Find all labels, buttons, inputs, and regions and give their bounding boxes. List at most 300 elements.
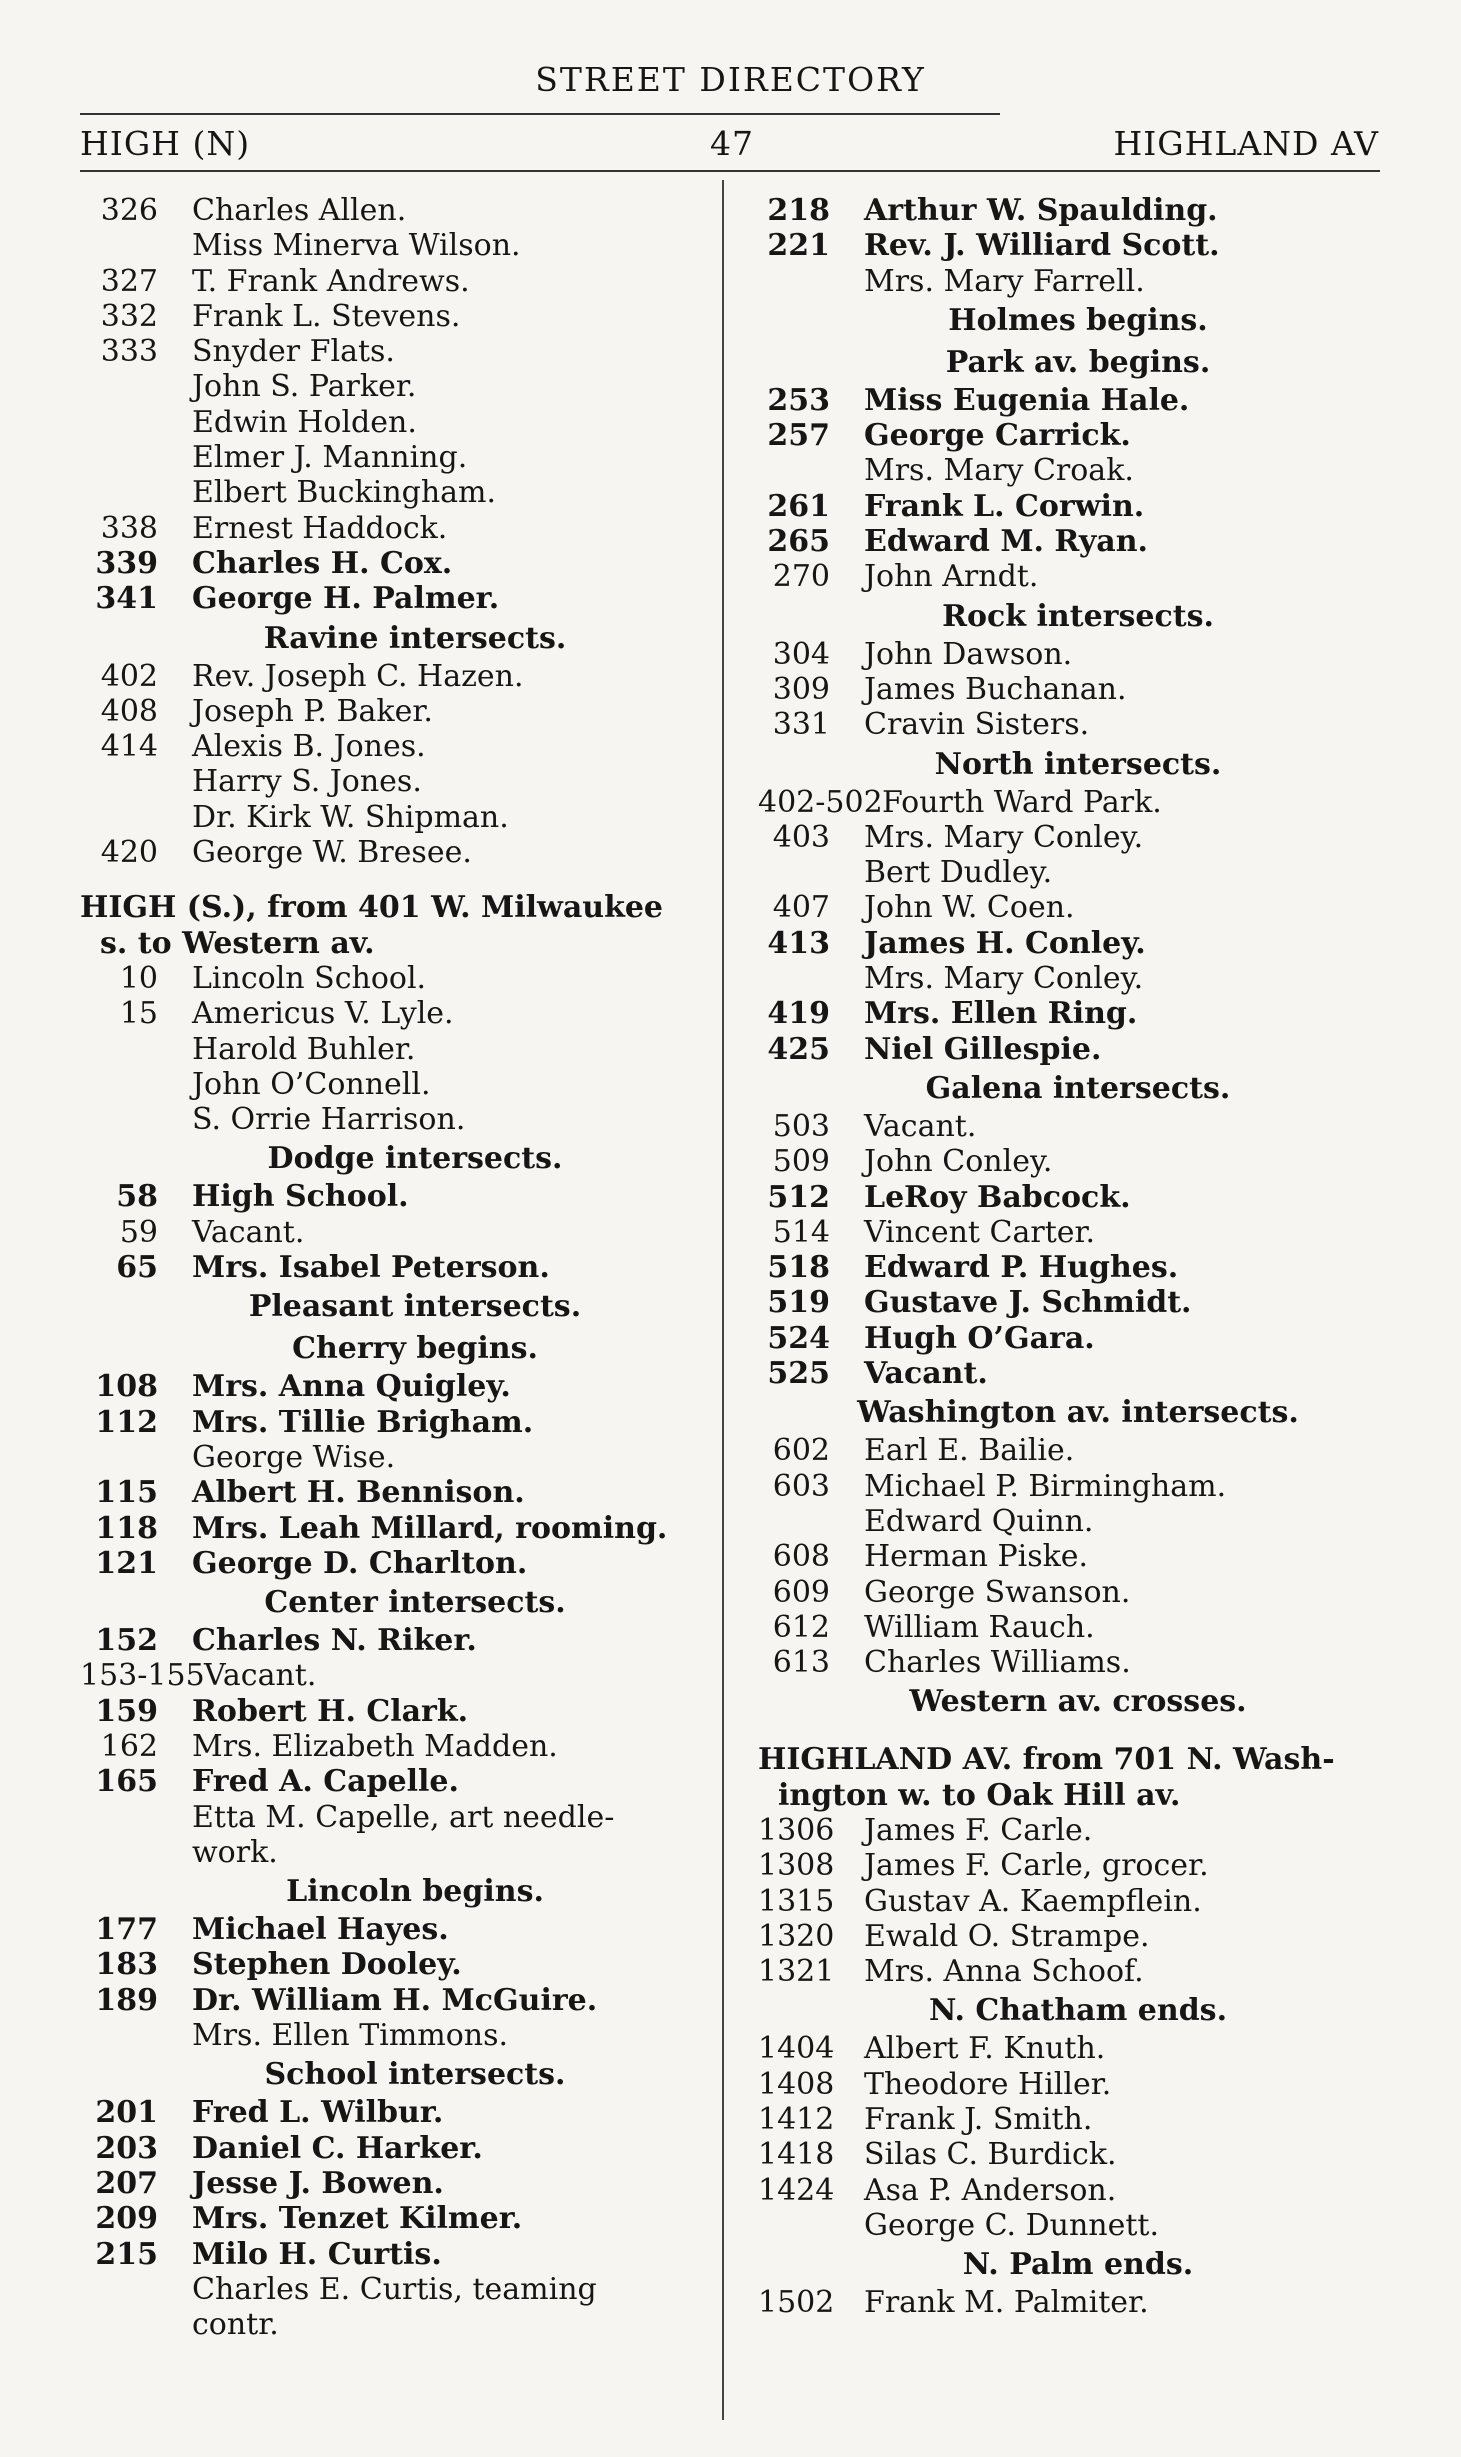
house-number: 420 xyxy=(100,835,158,871)
resident-name: Mrs. Elizabeth Madden. xyxy=(192,1728,558,1764)
resident-name: Stephen Dooley. xyxy=(192,1947,462,1983)
street-heading-text: HIGHLAND AV. from 701 N. Wash- xyxy=(758,1742,1335,1778)
resident-name: Miss Minerva Wilson. xyxy=(192,228,521,264)
resident-name: William Rauch. xyxy=(864,1609,1095,1645)
cross-street-note xyxy=(758,299,1398,341)
directory-entry xyxy=(758,1645,1398,1680)
house-number: 331 xyxy=(772,707,830,743)
cross-street-note xyxy=(758,1067,1398,1109)
directory-entry xyxy=(758,1356,1398,1391)
house-number: 65 xyxy=(116,1250,158,1286)
directory-entry xyxy=(758,559,1398,594)
directory-entry xyxy=(758,785,1398,820)
directory-entry xyxy=(758,2285,1398,2320)
directory-entry xyxy=(758,890,1398,925)
directory-entry xyxy=(80,1658,710,1693)
directory-entry xyxy=(80,299,710,334)
directory-entry xyxy=(80,1764,710,1799)
house-number: 402 xyxy=(100,658,158,694)
page-number: 47 xyxy=(710,124,754,163)
resident-name: Mrs. Tenzet Kilmer. xyxy=(192,2201,523,2237)
resident-name: LeRoy Babcock. xyxy=(864,1179,1131,1215)
resident-name: John W. Coen. xyxy=(864,890,1075,926)
directory-entry xyxy=(80,1102,710,1137)
house-number: 165 xyxy=(95,1764,158,1800)
directory-entry xyxy=(758,2102,1398,2137)
house-number: 153-155 xyxy=(80,1658,205,1694)
directory-entry xyxy=(758,2137,1398,2172)
resident-name: Joseph P. Baker. xyxy=(192,693,433,729)
resident-name: John Dawson. xyxy=(864,636,1073,672)
resident-name: Elmer J. Manning. xyxy=(192,440,468,476)
house-number: 332 xyxy=(100,298,158,334)
house-number: 1418 xyxy=(758,2137,835,2173)
resident-name: John Arndt. xyxy=(864,559,1039,595)
house-number: 59 xyxy=(119,1214,158,1250)
directory-entry xyxy=(80,1250,710,1285)
house-number: 402-502 xyxy=(758,784,883,820)
resident-name: Charles E. Curtis, teaming xyxy=(192,2271,597,2307)
directory-entry xyxy=(758,2208,1398,2243)
cross-street-label: Park av. begins. xyxy=(945,344,1211,380)
house-number: 612 xyxy=(772,1609,830,1645)
cross-street-note xyxy=(758,1989,1398,2031)
resident-name: T. Frank Andrews. xyxy=(192,263,470,299)
directory-entry xyxy=(80,1800,710,1835)
street-heading-text: ington w. to Oak Hill av. xyxy=(778,1777,1181,1813)
directory-entry xyxy=(80,1067,710,1102)
directory-entry xyxy=(80,1623,710,1658)
house-number: 215 xyxy=(95,2236,158,2272)
directory-entry xyxy=(758,855,1398,890)
directory-entry xyxy=(758,1848,1398,1883)
resident-name: Frank L. Stevens. xyxy=(192,298,461,334)
street-heading xyxy=(758,1742,1398,1777)
directory-entry xyxy=(80,2131,710,2166)
resident-name: Albert H. Bennison. xyxy=(192,1475,525,1511)
directory-entry xyxy=(80,2095,710,2130)
top-rule xyxy=(80,113,1000,115)
house-number: 118 xyxy=(95,1510,158,1546)
house-number: 159 xyxy=(95,1693,158,1729)
cross-street-note xyxy=(80,1137,710,1179)
resident-name: Mrs. Anna Schoof. xyxy=(864,1954,1144,1990)
resident-name: Mrs. Leah Millard, rooming. xyxy=(192,1510,668,1546)
resident-name: Mrs. Mary Conley. xyxy=(864,819,1144,855)
house-number: 327 xyxy=(100,263,158,299)
directory-entry xyxy=(758,264,1398,299)
directory-entry xyxy=(758,637,1398,672)
resident-name: contr. xyxy=(192,2307,279,2343)
directory-entry xyxy=(80,511,710,546)
house-number: 108 xyxy=(95,1369,158,1405)
cross-street-label: Holmes begins. xyxy=(948,302,1208,338)
resident-name: Edward P. Hughes. xyxy=(864,1250,1179,1286)
house-number: 183 xyxy=(95,1947,158,1983)
cross-street-note xyxy=(80,1581,710,1623)
house-number: 1502 xyxy=(758,2285,835,2321)
resident-name: Vacant. xyxy=(864,1356,988,1392)
resident-name: Daniel C. Harker. xyxy=(192,2130,483,2166)
directory-entry xyxy=(80,2166,710,2201)
cross-street-label: Washington av. intersects. xyxy=(857,1395,1299,1431)
resident-name: Arthur W. Spaulding. xyxy=(864,193,1218,228)
cross-street-note xyxy=(758,2243,1398,2285)
house-number: 265 xyxy=(767,524,830,560)
resident-name: Alexis B. Jones. xyxy=(192,729,426,765)
resident-name: Edwin Holden. xyxy=(192,404,417,440)
resident-name: Charles H. Cox. xyxy=(192,545,453,581)
cross-street-note xyxy=(80,617,710,659)
directory-entry xyxy=(80,228,710,263)
resident-name: Mrs. Tillie Brigham. xyxy=(192,1404,534,1440)
house-number: 1306 xyxy=(758,1812,835,1848)
directory-entry xyxy=(758,1032,1398,1067)
cross-street-label: Ravine intersects. xyxy=(263,620,567,656)
directory-entry xyxy=(758,707,1398,742)
resident-name: Frank J. Smith. xyxy=(864,2102,1093,2138)
house-number: 613 xyxy=(772,1645,830,1681)
resident-name: Robert H. Clark. xyxy=(192,1693,469,1729)
directory-entry xyxy=(758,1469,1398,1504)
resident-name: John S. Parker. xyxy=(192,369,417,405)
house-number: 519 xyxy=(767,1285,830,1321)
resident-name: George Wise. xyxy=(192,1439,396,1475)
directory-entry xyxy=(80,546,710,581)
resident-name: Edward Quinn. xyxy=(864,1503,1094,1539)
house-number: 425 xyxy=(767,1031,830,1067)
resident-name: James F. Carle. xyxy=(864,1812,1093,1848)
directory-entry xyxy=(80,581,710,616)
cross-street-note xyxy=(80,1285,710,1327)
resident-name: Frank M. Palmiter. xyxy=(864,2285,1149,2321)
house-number: 503 xyxy=(772,1108,830,1144)
resident-name: Jesse J. Bowen. xyxy=(192,2165,444,2201)
house-number: 602 xyxy=(772,1433,830,1469)
house-number: 1412 xyxy=(758,2102,835,2138)
directory-entry xyxy=(758,820,1398,855)
house-number: 177 xyxy=(95,1912,158,1948)
directory-entry xyxy=(758,1610,1398,1645)
cross-street-note xyxy=(80,1870,710,1912)
house-number: 201 xyxy=(95,2095,158,2131)
directory-entry xyxy=(80,835,710,870)
resident-name: Asa P. Anderson. xyxy=(864,2172,1117,2208)
house-number: 514 xyxy=(772,1214,830,1250)
directory-entry xyxy=(758,453,1398,488)
house-number: 1424 xyxy=(758,2172,835,2208)
directory-entry xyxy=(80,1511,710,1546)
resident-name: Harry S. Jones. xyxy=(192,764,422,800)
cross-street-label: Cherry begins. xyxy=(292,1331,538,1367)
house-number: 408 xyxy=(100,693,158,729)
resident-name: Americus V. Lyle. xyxy=(192,996,454,1032)
house-number: 413 xyxy=(767,925,830,961)
left-column xyxy=(80,193,710,2342)
directory-entry xyxy=(758,1504,1398,1539)
directory-entry xyxy=(758,524,1398,559)
resident-name: Dr. William H. McGuire. xyxy=(192,1982,598,2018)
house-number: 257 xyxy=(767,418,830,454)
directory-entry xyxy=(80,2018,710,2053)
directory-entry xyxy=(758,996,1398,1031)
cross-street-note xyxy=(758,1391,1398,1433)
cross-street-note xyxy=(758,595,1398,637)
directory-entry xyxy=(80,475,710,510)
directory-entry xyxy=(758,1954,1398,1989)
resident-name: Mrs. Mary Croak. xyxy=(864,453,1134,489)
cross-street-label: Lincoln begins. xyxy=(286,1874,544,1910)
directory-entry xyxy=(80,961,710,996)
house-number: 221 xyxy=(767,228,830,264)
right-column xyxy=(758,193,1398,2321)
resident-name: George W. Bresee. xyxy=(192,835,472,871)
directory-entry xyxy=(80,2237,710,2272)
spacer xyxy=(758,1722,1398,1742)
house-number: 115 xyxy=(95,1475,158,1511)
house-number: 341 xyxy=(95,581,158,617)
house-number: 403 xyxy=(772,819,830,855)
resident-name: Michael Hayes. xyxy=(192,1912,449,1948)
resident-name: James H. Conley. xyxy=(864,925,1146,961)
resident-name: Theodore Hiller. xyxy=(864,2066,1112,2102)
cross-street-note xyxy=(758,743,1398,785)
cross-street-label: Galena intersects. xyxy=(925,1070,1231,1106)
resident-name: Gustave J. Schmidt. xyxy=(864,1285,1192,1321)
street-heading xyxy=(758,1778,1398,1813)
house-number: 1308 xyxy=(758,1848,835,1884)
directory-entry xyxy=(80,764,710,799)
resident-name: Bert Dudley. xyxy=(864,855,1053,891)
resident-name: Dr. Kirk W. Shipman. xyxy=(192,799,509,835)
resident-name: Niel Gillespie. xyxy=(864,1031,1102,1067)
directory-entry xyxy=(758,672,1398,707)
resident-name: Fred A. Capelle. xyxy=(192,1764,459,1800)
house-number: 338 xyxy=(100,510,158,546)
directory-entry xyxy=(758,1919,1398,1954)
resident-name: Milo H. Curtis. xyxy=(192,2236,442,2272)
directory-entry xyxy=(80,996,710,1031)
house-number: 1404 xyxy=(758,2031,835,2067)
directory-entry xyxy=(80,440,710,475)
directory-entry xyxy=(80,1729,710,1764)
directory-entry xyxy=(80,369,710,404)
house-number: 253 xyxy=(767,382,830,418)
resident-name: Charles Williams. xyxy=(864,1645,1131,1681)
cross-street-note xyxy=(80,2053,710,2095)
resident-name: Vacant. xyxy=(864,1108,977,1144)
cross-street-label: Western av. crosses. xyxy=(909,1684,1247,1720)
house-number: 524 xyxy=(767,1320,830,1356)
resident-name: George C. Dunnett. xyxy=(864,2207,1159,2243)
directory-entry xyxy=(758,228,1398,263)
street-heading xyxy=(80,926,710,961)
street-heading xyxy=(80,890,710,925)
house-number: 189 xyxy=(95,1982,158,2018)
resident-name: Hugh O’Gara. xyxy=(864,1320,1095,1356)
house-number: 525 xyxy=(767,1356,830,1392)
resident-name: George Swanson. xyxy=(864,1574,1131,1610)
directory-entry xyxy=(80,800,710,835)
resident-name: S. Orrie Harrison. xyxy=(192,1102,466,1138)
resident-name: Charles Allen. xyxy=(192,193,407,228)
column-divider xyxy=(722,180,724,2420)
house-number: 58 xyxy=(116,1179,158,1215)
house-number: 407 xyxy=(772,890,830,926)
house-number: 1408 xyxy=(758,2066,835,2102)
resident-name: Mrs. Ellen Timmons. xyxy=(192,2018,509,2054)
directory-entry xyxy=(80,264,710,299)
house-number: 333 xyxy=(100,334,158,370)
house-number: 414 xyxy=(100,729,158,765)
house-number: 509 xyxy=(772,1144,830,1180)
resident-name: Vacant. xyxy=(192,1214,305,1250)
directory-entry xyxy=(758,1180,1398,1215)
directory-entry xyxy=(758,193,1398,228)
house-number: 518 xyxy=(767,1250,830,1286)
directory-entry xyxy=(80,2272,710,2307)
directory-entry xyxy=(758,1813,1398,1848)
house-number: 609 xyxy=(772,1574,830,1610)
resident-name: Mrs. Mary Farrell. xyxy=(864,263,1145,299)
resident-name: John O’Connell. xyxy=(192,1066,431,1102)
directory-entry xyxy=(80,334,710,369)
house-number: 112 xyxy=(95,1404,158,1440)
directory-entry xyxy=(80,1912,710,1947)
cross-street-note xyxy=(758,1680,1398,1722)
resident-name: Edward M. Ryan. xyxy=(864,524,1148,560)
house-number: 270 xyxy=(772,559,830,595)
directory-entry xyxy=(80,1694,710,1729)
resident-name: Rev. J. Williard Scott. xyxy=(864,228,1220,264)
directory-entry xyxy=(80,1835,710,1870)
cross-street-label: N. Palm ends. xyxy=(962,2247,1194,2283)
resident-name: George Carrick. xyxy=(864,418,1131,454)
house-number: 309 xyxy=(772,671,830,707)
house-number: 121 xyxy=(95,1545,158,1581)
house-number: 207 xyxy=(95,2165,158,2201)
cross-street-label: Rock intersects. xyxy=(942,598,1214,634)
directory-entry xyxy=(758,1285,1398,1320)
directory-entry xyxy=(758,2067,1398,2102)
cross-street-label: North intersects. xyxy=(934,746,1222,782)
resident-name: Mrs. Mary Conley. xyxy=(864,961,1144,997)
cross-street-label: Pleasant intersects. xyxy=(248,1289,582,1325)
cross-street-label: Center intersects. xyxy=(264,1585,566,1621)
cross-street-label: School intersects. xyxy=(264,2057,566,2093)
resident-name: John Conley. xyxy=(864,1144,1053,1180)
header-rule xyxy=(80,170,1380,172)
header-left-street: HIGH (N) xyxy=(80,124,251,163)
house-number: 10 xyxy=(119,960,158,996)
resident-name: Cravin Sisters. xyxy=(864,707,1090,743)
directory-entry xyxy=(758,926,1398,961)
house-number: 261 xyxy=(767,488,830,524)
resident-name: High School. xyxy=(192,1179,409,1215)
resident-name: James Buchanan. xyxy=(864,671,1127,707)
directory-entry xyxy=(80,1369,710,1404)
directory-entry xyxy=(80,1215,710,1250)
house-number: 218 xyxy=(767,193,830,228)
resident-name: Herman Piske. xyxy=(864,1539,1089,1575)
directory-entry xyxy=(80,2307,710,2342)
house-number: 162 xyxy=(100,1728,158,1764)
resident-name: George H. Palmer. xyxy=(192,581,500,617)
resident-name: Mrs. Ellen Ring. xyxy=(864,996,1138,1032)
directory-entry xyxy=(80,1405,710,1440)
resident-name: Rev. Joseph C. Hazen. xyxy=(192,658,524,694)
house-number: 1320 xyxy=(758,1918,835,1954)
directory-entry xyxy=(758,1321,1398,1356)
house-number: 603 xyxy=(772,1468,830,1504)
resident-name: James F. Carle, grocer. xyxy=(864,1848,1209,1884)
street-heading-text: s. to Western av. xyxy=(100,925,375,961)
directory-entry xyxy=(80,694,710,729)
resident-name: Ernest Haddock. xyxy=(192,510,448,546)
spacer xyxy=(80,870,710,890)
house-number: 1321 xyxy=(758,1954,835,1990)
directory-entry xyxy=(80,1475,710,1510)
cross-street-note xyxy=(80,1327,710,1369)
resident-name: Frank L. Corwin. xyxy=(864,488,1145,524)
resident-name: work. xyxy=(192,1834,278,1870)
resident-name: Etta M. Capelle, art needle- xyxy=(192,1799,615,1835)
house-number: 339 xyxy=(95,545,158,581)
directory-entry xyxy=(80,659,710,694)
resident-name: Lincoln School. xyxy=(192,960,427,996)
directory-entry xyxy=(758,1215,1398,1250)
directory-entry xyxy=(758,1539,1398,1574)
house-number: 512 xyxy=(767,1179,830,1215)
house-number: 419 xyxy=(767,996,830,1032)
directory-entry xyxy=(758,418,1398,453)
house-number: 203 xyxy=(95,2130,158,2166)
directory-entry xyxy=(80,1983,710,2018)
directory-entry xyxy=(758,2173,1398,2208)
directory-entry xyxy=(758,961,1398,996)
resident-name: Vacant. xyxy=(204,1658,317,1694)
directory-entry xyxy=(80,1032,710,1067)
directory-entry xyxy=(80,1546,710,1581)
resident-name: Michael P. Birmingham. xyxy=(864,1468,1227,1504)
house-number: 326 xyxy=(100,193,158,228)
house-number: 304 xyxy=(772,636,830,672)
directory-entry xyxy=(758,1575,1398,1610)
directory-entry xyxy=(758,1250,1398,1285)
directory-entry xyxy=(758,1884,1398,1919)
resident-name: Mrs. Anna Quigley. xyxy=(192,1369,511,1405)
house-number: 209 xyxy=(95,2201,158,2237)
directory-entry xyxy=(80,405,710,440)
resident-name: Elbert Buckingham. xyxy=(192,475,497,511)
resident-name: Miss Eugenia Hale. xyxy=(864,382,1190,418)
directory-entry xyxy=(80,1440,710,1475)
resident-name: Mrs. Isabel Peterson. xyxy=(192,1250,550,1286)
directory-entry xyxy=(758,489,1398,524)
page-title: STREET DIRECTORY xyxy=(535,60,926,99)
resident-name: Gustav A. Kaempflein. xyxy=(864,1883,1202,1919)
directory-entry xyxy=(758,383,1398,418)
resident-name: Earl E. Bailie. xyxy=(864,1433,1075,1469)
street-heading-text: HIGH (S.), from 401 W. Milwaukee xyxy=(80,890,664,926)
resident-name: Charles N. Riker. xyxy=(192,1623,477,1659)
cross-street-label: N. Chatham ends. xyxy=(928,1993,1228,2029)
directory-entry xyxy=(758,1109,1398,1144)
header-right-street: HIGHLAND AV xyxy=(1113,124,1379,163)
resident-name: Ewald O. Strampe. xyxy=(864,1918,1150,1954)
cross-street-note xyxy=(758,341,1398,383)
resident-name: Fourth Ward Park. xyxy=(882,784,1162,820)
